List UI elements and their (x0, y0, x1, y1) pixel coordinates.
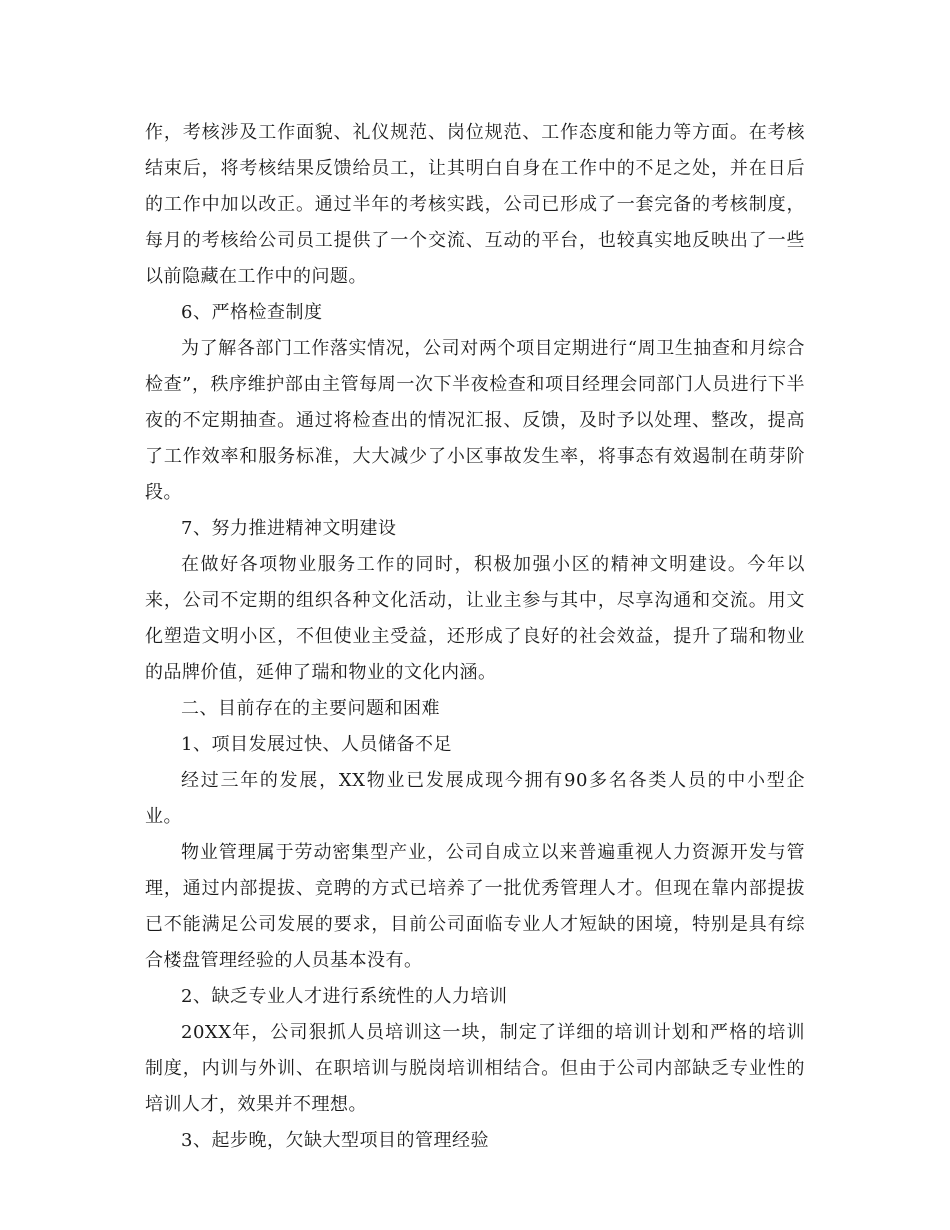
heading-training-lack: 2、缺乏专业人才进行系统性的人力培训 (181, 986, 508, 1007)
document-body (145, 115, 805, 1159)
paragraph-assessment-continued: 作，考核涉及工作面貌、礼仪规范、岗位规范、工作态度和能力等方面。在考核结束后，将考核结果反馈给员工，让其明白自身在工作中的不足之处，并在日后的工作中加以改正。通过半年的考核实践，公司已形成了一套完备的考核制度，每月的考核给公司员工提供了一个交流、互动的平台，也较真实地反映出了一些以前隐藏在工作中的问题。 (145, 122, 805, 287)
paragraph-training: 20XX年，公司狠抓人员培训这一块，制定了详细的培训计划和严格的培训制度，内训与外训、在职培训与脱岗培训相结合。但由于公司内部缺乏专业性的培训人才，效果并不理想。 (145, 1022, 805, 1115)
paragraph-civilization: 在做好各项物业服务工作的同时，积极加强小区的精神文明建设。今年以来，公司不定期的组织各种文化活动，让业主参与其中，尽享沟通和交流。用文化塑造文明小区，不但使业主受益，还形成了良好的社会效益，提升了瑞和物业的品牌价值，延伸了瑞和物业的文化内涵。 (145, 554, 805, 683)
heading-spiritual-civilization: 7、努力推进精神文明建设 (181, 518, 397, 539)
heading-main-problems: 二、目前存在的主要问题和困难 (181, 698, 440, 719)
heading-strict-inspection: 6、严格检查制度 (181, 302, 323, 323)
paragraph-inspection: 为了解各部门工作落实情况，公司对两个项目定期进行“周卫生抽查和月综合检查”，秩序维护部由主管每周一次下半夜检查和项目经理会同部门人员进行下半夜的不定期抽查。通过将检查出的情况汇报、反馈，及时予以处理、整改，提高了工作效率和服务标准，大大减少了小区事故发生率，将事态有效遏制在萌芽阶段。 (145, 338, 805, 503)
heading-staff-shortage: 1、项目发展过快、人员储备不足 (181, 734, 452, 755)
paragraph-labor-intensive: 物业管理属于劳动密集型产业，公司自成立以来普遍重视人力资源开发与管理，通过内部提拔、竞聘的方式已培养了一批优秀管理人才。但现在靠内部提拔已不能满足公司发展的要求，目前公司面临专业人才短缺的困境，特别是具有综合楼盘管理经验的人员基本没有。 (145, 842, 805, 971)
paragraph-development: 经过三年的发展，XX物业已发展成现今拥有90多名各类人员的中小型企业。 (145, 770, 805, 827)
heading-late-start: 3、起步晚，欠缺大型项目的管理经验 (181, 1130, 489, 1151)
